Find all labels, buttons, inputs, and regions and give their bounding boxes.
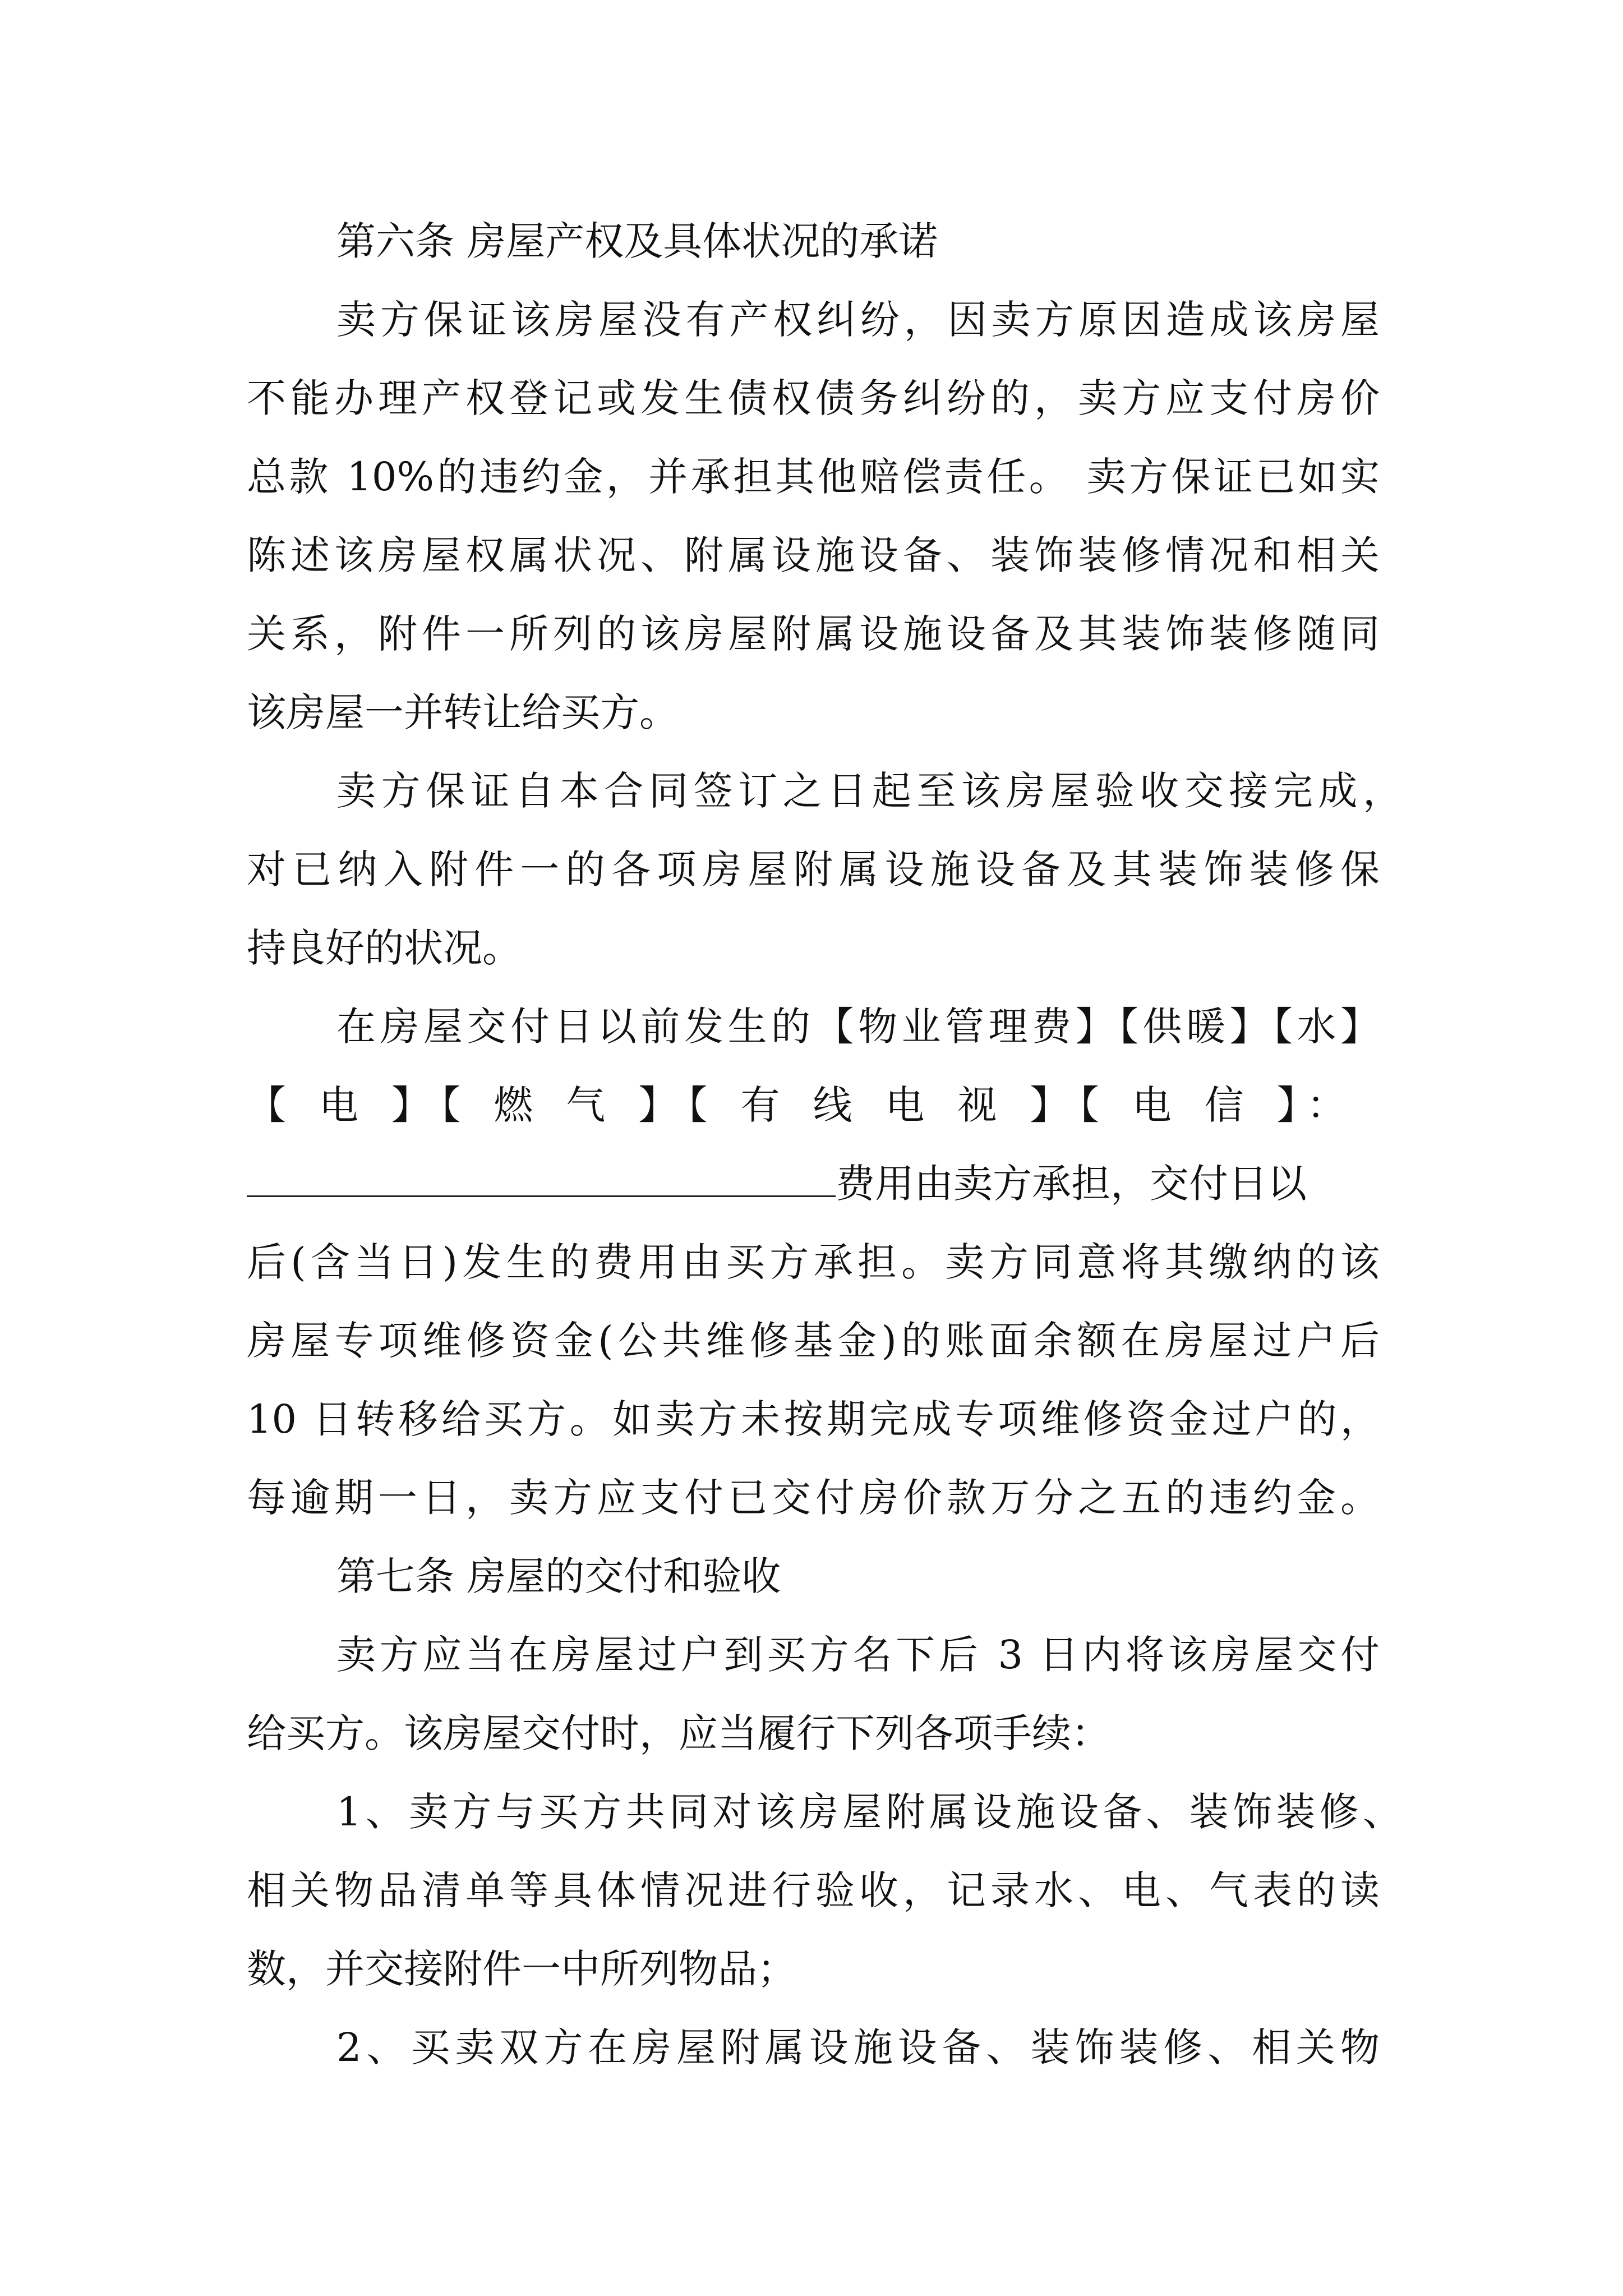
article7-para1-line: 卖方应当在房屋过户到买方名下后 3 日内将该房屋交付 bbox=[336, 1632, 1380, 1678]
article6-para3-line: 后(含当日)发生的费用由买方承担。卖方同意将其缴纳的该 bbox=[247, 1239, 1380, 1285]
article7-item1-line: 1、卖方与买方共同对该房屋附属设施设备、装饰装修、 bbox=[336, 1789, 1402, 1835]
article7-item1-line: 相关物品清单等具体情况进行验收，记录水、电、气表的读 bbox=[247, 1867, 1380, 1913]
article6-para1-line: 该房屋一并转让给买方。 bbox=[247, 689, 679, 735]
article6-para2-line: 对已纳入附件一的各项房屋附属设施设备及其装饰装修保 bbox=[247, 846, 1380, 892]
article6-para3-line: 10 日转移给买方。如卖方未按期完成专项维修资金过户的， bbox=[247, 1396, 1380, 1442]
article6-para2-line: 持良好的状况。 bbox=[247, 925, 522, 971]
article6-para3-text: 费用由卖方承担，交付日以 bbox=[836, 1161, 1307, 1207]
article6-para3-line: 【 电 】【 燃 气 】【 有 线 电 视 】【 电 信 】： bbox=[247, 1082, 1346, 1128]
article6-para1-line: 不能办理产权登记或发生债权债务纠纷的，卖方应支付房价 bbox=[247, 375, 1380, 421]
article6-para3-line: 在房屋交付日以前发生的【物业管理费】【供暖】【水】 bbox=[336, 1004, 1380, 1050]
fill-in-blank bbox=[247, 1156, 836, 1197]
article6-heading: 第六条 房屋产权及具体状况的承诺 bbox=[336, 218, 938, 264]
article6-para1-line: 卖方保证该房屋没有产权纠纷，因卖方原因造成该房屋 bbox=[336, 297, 1380, 343]
article6-para3-line: 每逾期一日，卖方应支付已交付房价款万分之五的违约金。 bbox=[247, 1475, 1380, 1521]
article6-para2-line: 卖方保证自本合同签订之日起至该房屋验收交接完成， bbox=[336, 768, 1402, 814]
article6-para3-line: 房屋专项维修资金(公共维修基金)的账面余额在房屋过户后 bbox=[247, 1318, 1380, 1364]
article7-item1-line: 数，并交接附件一中所列物品； bbox=[247, 1946, 796, 1992]
article6-para1-line: 关系，附件一所列的该房屋附属设施设备及其装饰装修随同 bbox=[247, 611, 1380, 657]
article6-para1-line: 陈述该房屋权属状况、附属设施设备、装饰装修情况和相关 bbox=[247, 532, 1380, 578]
article6-para1-line: 总款 10%的违约金，并承担其他赔偿责任。 卖方保证已如实 bbox=[247, 454, 1380, 500]
article7-item2-line: 2、买卖双方在房屋附属设施设备、装饰装修、相关物 bbox=[336, 2024, 1380, 2070]
article7-heading: 第七条 房屋的交付和验收 bbox=[336, 1553, 781, 1599]
article7-para1-line: 给买方。该房屋交付时，应当履行下列各项手续： bbox=[247, 1710, 1110, 1756]
article6-para3-line bbox=[247, 1156, 1307, 1212]
